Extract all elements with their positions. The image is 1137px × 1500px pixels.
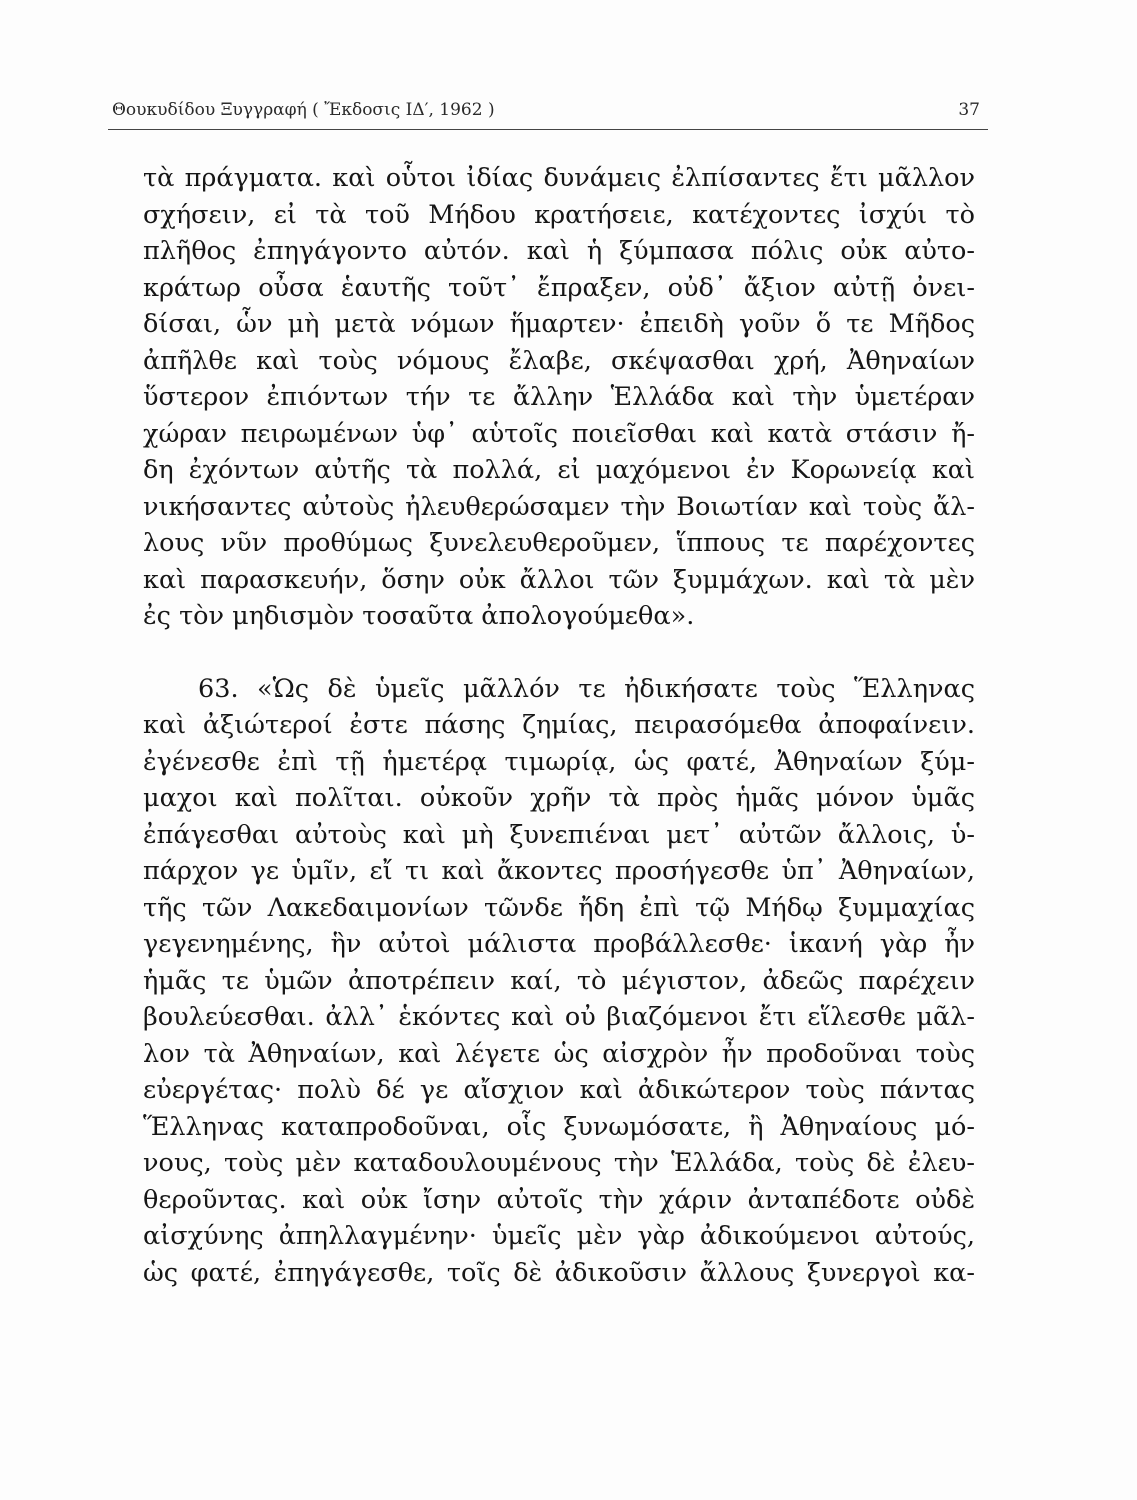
text-line: μαχοι καὶ πολῖται. οὐκοῦν χρῆν τὰ πρὸς ἡμᾶς μόνον ὑμᾶς: [143, 783, 975, 813]
text-line: ἀπῆλθε καὶ τοὺς νόμους ἔλαβε, σκέψασθαι χρή, Ἀθηναίων: [143, 345, 975, 376]
page-number: 37: [958, 100, 980, 120]
text-line: καὶ ἀξιώτεροί ἐστε πάσης ζημίας, πειρασόμεθα ἀποφαίνειν.: [143, 710, 975, 740]
text-line: δίσαι, ὧν μὴ μετὰ νόμων ἥμαρτεν· ἐπειδὴ γοῦν ὅ τε Μῆδος: [143, 309, 975, 339]
body-text: [143, 160, 975, 1291]
header-rule: [108, 129, 988, 130]
text-line: εὐεργέτας· πολὺ δέ γε αἴσχιον καὶ ἀδικώτερον τοὺς πάντας: [143, 1075, 975, 1105]
paragraph-1: [143, 160, 975, 635]
text-line: ἡμᾶς τε ὑμῶν ἀποτρέπειν καί, τὸ μέγιστον, ἀδεῶς παρέχειν: [143, 965, 975, 996]
text-line: ἐπάγεσθαι αὐτοὺς καὶ μὴ ξυνεπιέναι μετ᾽ αὐτῶν ἄλλοις, ὑ-: [143, 819, 975, 850]
text-line: ἐς τὸν μηδισμὸν τοσαῦτα ἀπολογούμεθα».: [143, 601, 695, 631]
text-line: σχήσειν, εἰ τὰ τοῦ Μήδου κρατήσειε, κατέχοντες ἰσχύι τὸ: [143, 199, 975, 230]
text-line: ὕστερον ἐπιόντων τήν τε ἄλλην Ἑλλάδα καὶ τὴν ὑμετέραν: [143, 382, 975, 412]
text-line: βουλεύεσθαι. ἀλλ᾽ ἑκόντες καὶ οὐ βιαζόμενοι ἔτι εἵλεσθε μᾶλ-: [143, 1002, 975, 1032]
text-line: δη ἐχόντων αὐτῆς τὰ πολλά, εἰ μαχόμενοι ἐν Κορωνείᾳ καὶ: [143, 455, 975, 485]
paragraph-gap: [143, 635, 975, 671]
text-line: θεροῦντας. καὶ οὐκ ἴσην αὐτοῖς τὴν χάριν ἀνταπέδοτε οὐδὲ: [143, 1184, 975, 1215]
text-line: γεγενημένης, ἣν αὐτοὶ μάλιστα προβάλλεσθε· ἱκανή γὰρ ἦν: [143, 929, 975, 959]
text-line: πάρχον γε ὑμῖν, εἴ τι καὶ ἄκοντες προσήγεσθε ὑπ᾽ Ἀθηναίων,: [143, 856, 975, 886]
text-line: καὶ παρασκευήν, ὅσην οὐκ ἄλλοι τῶν ξυμμάχων. καὶ τὰ μὲν: [143, 564, 975, 595]
text-line: 63. «Ὡς δὲ ὑμεῖς μᾶλλόν τε ἠδικήσατε τοὺς Ἕλληνας: [198, 673, 975, 704]
running-header: [108, 96, 988, 126]
text-line: τῆς τῶν Λακεδαιμονίων τῶνδε ἤδη ἐπὶ τῷ Μήδῳ ξυμμαχίας: [143, 892, 975, 923]
text-line: ὡς φατέ, ἐπηγάγεσθε, τοῖς δὲ ἀδικοῦσιν ἄλλους ξυνεργοὶ κα-: [143, 1257, 975, 1288]
text-line: κράτωρ οὖσα ἑαυτῆς τοῦτ᾽ ἔπραξεν, οὐδ᾽ ἄξιον αὐτῇ ὀνει-: [143, 272, 975, 303]
text-line: τὰ πράγματα. καὶ οὗτοι ἰδίας δυνάμεις ἐλπίσαντες ἔτι μᾶλλον: [143, 163, 975, 193]
text-line: χώραν πειρωμένων ὑφ᾽ αὑτοῖς ποιεῖσθαι καὶ κατὰ στάσιν ἤ-: [143, 418, 975, 449]
header-title: Θουκυδίδου Ξυγγραφή ( Ἔκδοσις ΙΔ′, 1962 ): [112, 100, 495, 120]
text-line: πλῆθος ἐπηγάγοντο αὐτόν. καὶ ἡ ξύμπασα πόλις οὐκ αὐτο-: [143, 236, 975, 266]
paragraph-2: [143, 671, 975, 1292]
text-line: Ἕλληνας καταπροδοῦναι, οἷς ξυνωμόσατε, ἢ Ἀθηναίους μό-: [143, 1111, 975, 1142]
text-line: ἐγένεσθε ἐπὶ τῇ ἡμετέρᾳ τιμωρίᾳ, ὡς φατέ, Ἀθηναίων ξύμ-: [143, 746, 975, 777]
text-line: λους νῦν προθύμως ξυνελευθεροῦμεν, ἵππους τε παρέχοντες: [143, 528, 975, 558]
text-line: νους, τοὺς μὲν καταδουλουμένους τὴν Ἑλλάδα, τοὺς δὲ ἐλευ-: [143, 1148, 975, 1178]
text-line: νικήσαντες αὐτοὺς ἠλευθερώσαμεν τὴν Βοιωτίαν καὶ τοὺς ἄλ-: [143, 491, 975, 522]
text-line: λον τὰ Ἀθηναίων, καὶ λέγετε ὡς αἰσχρὸν ἦν προδοῦναι τοὺς: [143, 1038, 975, 1069]
text-line: αἰσχύνης ἀπηλλαγμένην· ὑμεῖς μὲν γὰρ ἀδικούμενοι αὐτούς,: [143, 1221, 975, 1251]
